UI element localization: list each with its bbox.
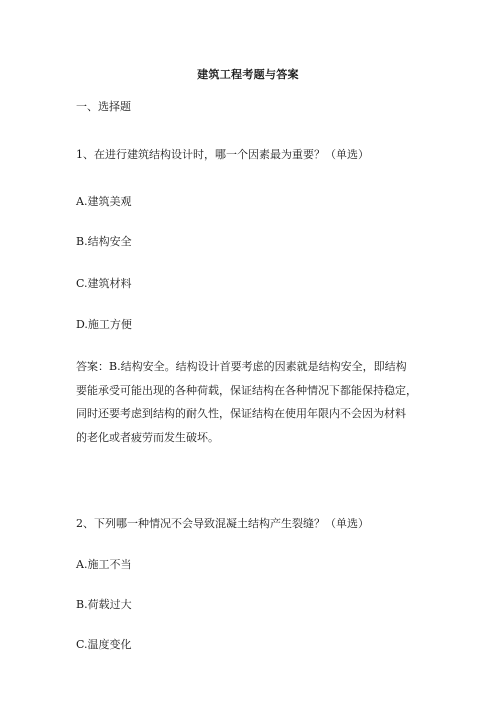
q2-option-b: B.荷载过大 (76, 598, 132, 611)
question-2: 2、下列哪一种情况不会导致混凝土结构产生裂缝？（单选） (76, 517, 369, 530)
q1-answer-line: 的老化或者疲劳而发生破坏。 (76, 430, 219, 444)
q2-option-c: C.温度变化 (76, 638, 132, 651)
q1-answer-line: 同时还要考虑到结构的耐久性，保证结构在使用年限内不会因为材料 (76, 407, 406, 420)
document-title: 建筑工程考题与答案 (197, 68, 299, 81)
q1-option-c: C.建筑材料 (76, 277, 132, 290)
q1-option-d: D.施工方便 (76, 318, 132, 331)
q1-answer (76, 355, 428, 449)
question-1: 1、在进行建筑结构设计时，哪一个因素最为重要？（单选） (76, 148, 369, 161)
q1-option-a: A.建筑美观 (76, 195, 132, 208)
q2-option-a: A.施工不当 (76, 558, 132, 571)
section-heading: 一、选择题 (76, 100, 131, 113)
q1-answer-line: 要能承受可能出现的各种荷载，保证结构在各种情况下都能保持稳定， (76, 383, 417, 397)
q1-option-b: B.结构安全 (76, 235, 132, 248)
q1-answer-line: 答案：B.结构安全。结构设计首要考虑的因素就是结构安全，即结构 (76, 360, 407, 373)
